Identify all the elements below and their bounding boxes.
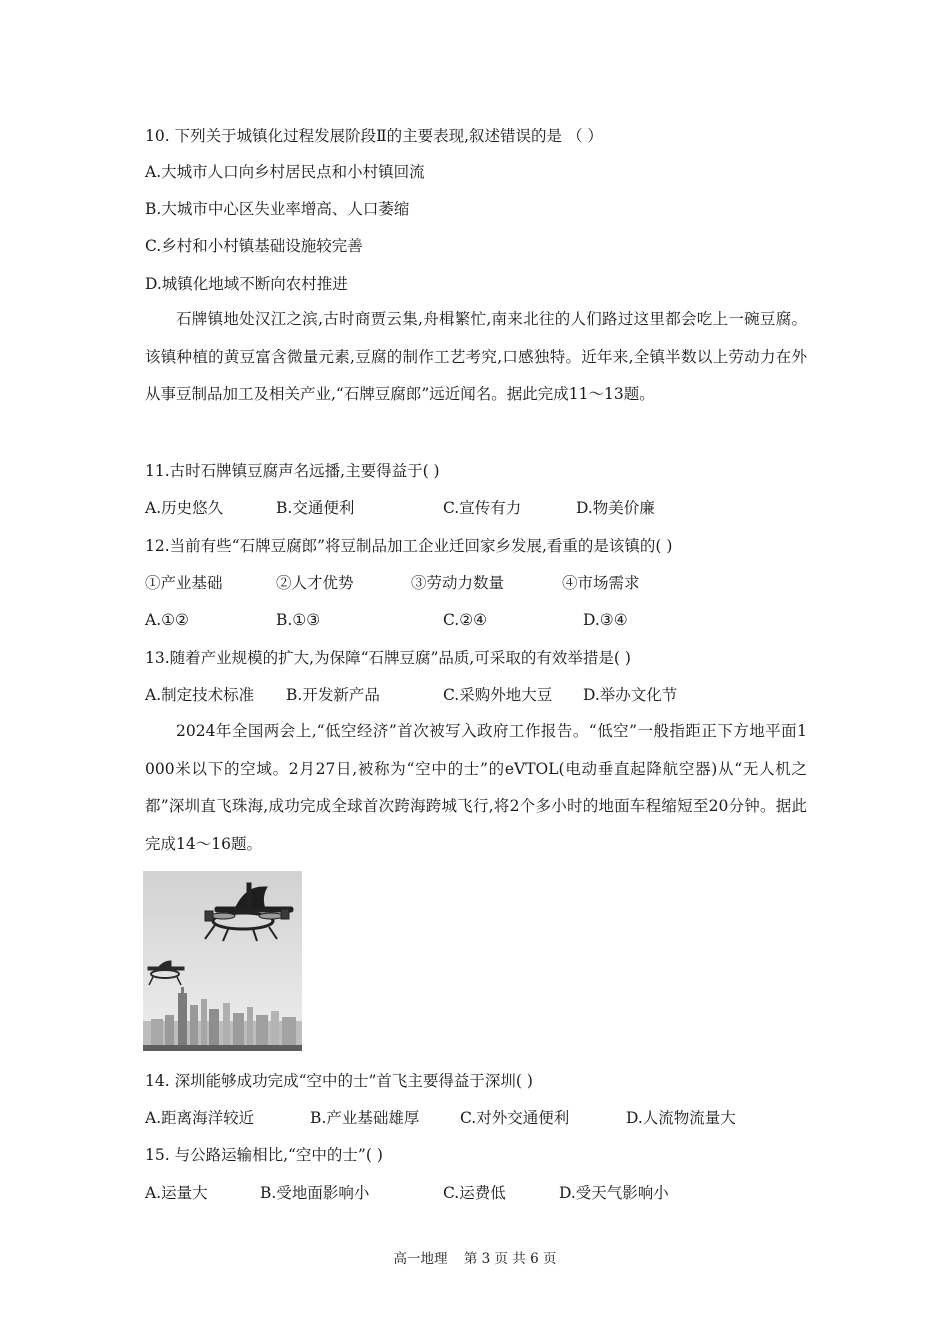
q11-option-a: A.历史悠久 (145, 499, 224, 517)
q12-item-1: ①产业基础 (145, 574, 223, 592)
q10-option-b: B.大城市中心区失业率增高、人口萎缩 (145, 200, 410, 218)
q11-option-b: B.交通便利 (276, 499, 355, 517)
q11-option-c: C.宣传有力 (443, 499, 522, 517)
q12-option-b: B.①③ (276, 611, 321, 629)
q13-stem: 13.随着产业规模的扩大,为保障“石牌豆腐”品质,可采取的有效举措是( ) (145, 649, 631, 667)
q13-option-d: D.举办文化节 (583, 686, 678, 704)
q12-item-2: ②人才优势 (276, 574, 354, 592)
evtol-photo (143, 871, 302, 1051)
q14-option-c: C.对外交通便利 (460, 1109, 570, 1127)
q13-option-a: A.制定技术标准 (145, 686, 255, 704)
q11-option-d: D.物美价廉 (576, 499, 655, 517)
q13-option-b: B.开发新产品 (286, 686, 380, 704)
q12-option-d: D.③④ (583, 611, 628, 629)
footer-page-number: 第 3 页 共 6 页 (463, 1251, 557, 1267)
q10-option-d: D.城镇化地域不断向农村推进 (145, 275, 348, 293)
footer-subject: 高一地理 (393, 1251, 448, 1267)
q15-option-c: C.运费低 (443, 1184, 506, 1202)
passage-low-altitude-economy: 2024年全国两会上,“低空经济”首次被写入政府工作报告。“低空”一般指距正下方地平面1 000米以下的空域。2月27日,被称为“空中的士”的eVTOL(电动垂直起降航空器)从“无人机之都”深圳直飞珠海,成功完成全球首次跨海跨城飞行,将2个多小时的地面车程缩短至20分钟。据此完成14～16题。 (145, 722, 807, 853)
q13-option-c: C.采购外地大豆 (443, 686, 553, 704)
q10-option-c: C.乡村和小村镇基础设施较完善 (145, 237, 363, 255)
q15-stem: 15. 与公路运输相比,“空中的士”( ) (145, 1146, 383, 1164)
q12-item-4: ④市场需求 (562, 574, 640, 592)
passage-shipai-tofu: 石牌镇地处汉江之滨,古时商贾云集,舟楫繁忙,南来北往的人们路过这里都会吃上一碗豆腐。该镇种植的黄豆富含微量元素,豆腐的制作工艺考究,口感独特。近年来,全镇半数以上劳动力在外从事豆制品加工及相关产业,“石牌豆腐郎”远近闻名。据此完成11～13题。 (145, 310, 807, 403)
q14-option-a: A.距离海洋较近 (145, 1109, 255, 1127)
q14-stem: 14. 深圳能够成功完成“空中的士”首飞主要得益于深圳( ) (145, 1072, 533, 1090)
q12-stem: 12.当前有些“石牌豆腐郎”将豆制品加工企业迁回家乡发展,看重的是该镇的( ) (145, 537, 673, 555)
q12-item-3: ③劳动力数量 (411, 574, 505, 592)
q14-option-d: D.人流物流量大 (626, 1109, 736, 1127)
q14-option-b: B.产业基础雄厚 (310, 1109, 420, 1127)
q12-option-c: C.②④ (443, 611, 488, 629)
q12-option-a: A.①② (145, 611, 189, 629)
q15-option-b: B.受地面影响小 (260, 1184, 370, 1202)
page-footer (0, 1247, 950, 1267)
q11-stem: 11.古时石牌镇豆腐声名远播,主要得益于( ) (145, 462, 440, 480)
q10-stem: 10. 下列关于城镇化过程发展阶段Ⅱ的主要表现,叙述错误的是 （ ） (145, 127, 603, 145)
q15-option-a: A.运量大 (145, 1184, 208, 1202)
q10-option-a: A.大城市人口向乡村居民点和小村镇回流 (145, 163, 425, 181)
q15-option-d: D.受天气影响小 (559, 1184, 669, 1202)
